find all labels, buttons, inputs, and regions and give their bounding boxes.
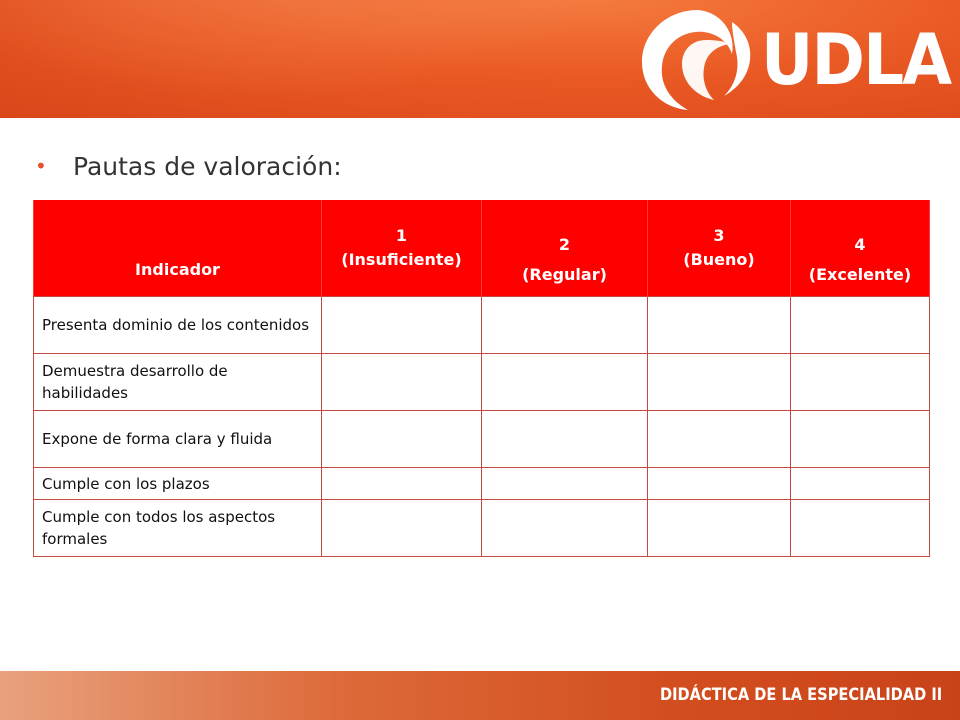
score-cell-2 (482, 297, 648, 354)
header-level-2-label: (Regular) (522, 265, 607, 284)
score-cell-4 (791, 411, 930, 468)
table-row (34, 411, 930, 468)
table-row (34, 354, 930, 411)
score-cell-3 (648, 500, 791, 557)
score-cell-1 (322, 354, 482, 411)
header-level-1-number: 1 (395, 226, 408, 245)
header-level-4-label: (Excelente) (808, 265, 912, 284)
udla-logo (636, 4, 951, 114)
score-cell-3 (648, 354, 791, 411)
indicator-cell: Cumple con todos los aspectos formales (34, 500, 322, 557)
rubric-table (33, 200, 930, 557)
slide-header-banner (0, 0, 960, 118)
score-cell-2 (482, 468, 648, 500)
header-level-1-label: (Insuficiente) (341, 250, 462, 269)
header-level-2-number: 2 (558, 235, 571, 254)
indicator-cell: Expone de forma clara y fluida (34, 411, 322, 468)
header-level-2 (482, 200, 648, 297)
slide-footer-banner (0, 671, 960, 720)
score-cell-3 (648, 297, 791, 354)
score-cell-1 (322, 411, 482, 468)
header-level-4 (791, 200, 930, 297)
score-cell-2 (482, 411, 648, 468)
header-level-1 (322, 200, 482, 297)
course-title: DIDÁCTICA DE LA ESPECIALIDAD II (659, 685, 942, 705)
score-cell-2 (482, 500, 648, 557)
header-indicador (34, 200, 322, 297)
score-cell-4 (791, 354, 930, 411)
header-level-3-label: (Bueno) (683, 250, 755, 269)
page-title: Pautas de valoración: (73, 151, 342, 181)
score-cell-4 (791, 500, 930, 557)
table-header-row (34, 200, 930, 297)
score-cell-3 (648, 468, 791, 500)
score-cell-4 (791, 297, 930, 354)
score-cell-4 (791, 468, 930, 500)
score-cell-3 (648, 411, 791, 468)
score-cell-1 (322, 297, 482, 354)
header-indicador-label: Indicador (135, 260, 220, 279)
header-sheen (0, 0, 640, 100)
score-cell-1 (322, 468, 482, 500)
logo-wordmark: UDLA (761, 19, 951, 101)
header-level-3-number: 3 (713, 226, 725, 245)
header-level-4-number: 4 (854, 235, 866, 254)
indicator-cell: Cumple con los plazos (34, 468, 322, 500)
indicator-cell: Demuestra desarrollo de habilidades (34, 354, 322, 411)
udla-swoosh-icon (636, 4, 761, 114)
score-cell-1 (322, 500, 482, 557)
table-row (34, 468, 930, 500)
table-row (34, 500, 930, 557)
score-cell-2 (482, 354, 648, 411)
slide-heading-row (35, 146, 342, 186)
indicator-cell: Presenta dominio de los contenidos (34, 297, 322, 354)
bullet-icon: • (35, 154, 47, 178)
header-level-3 (648, 200, 791, 297)
table-row (34, 297, 930, 354)
